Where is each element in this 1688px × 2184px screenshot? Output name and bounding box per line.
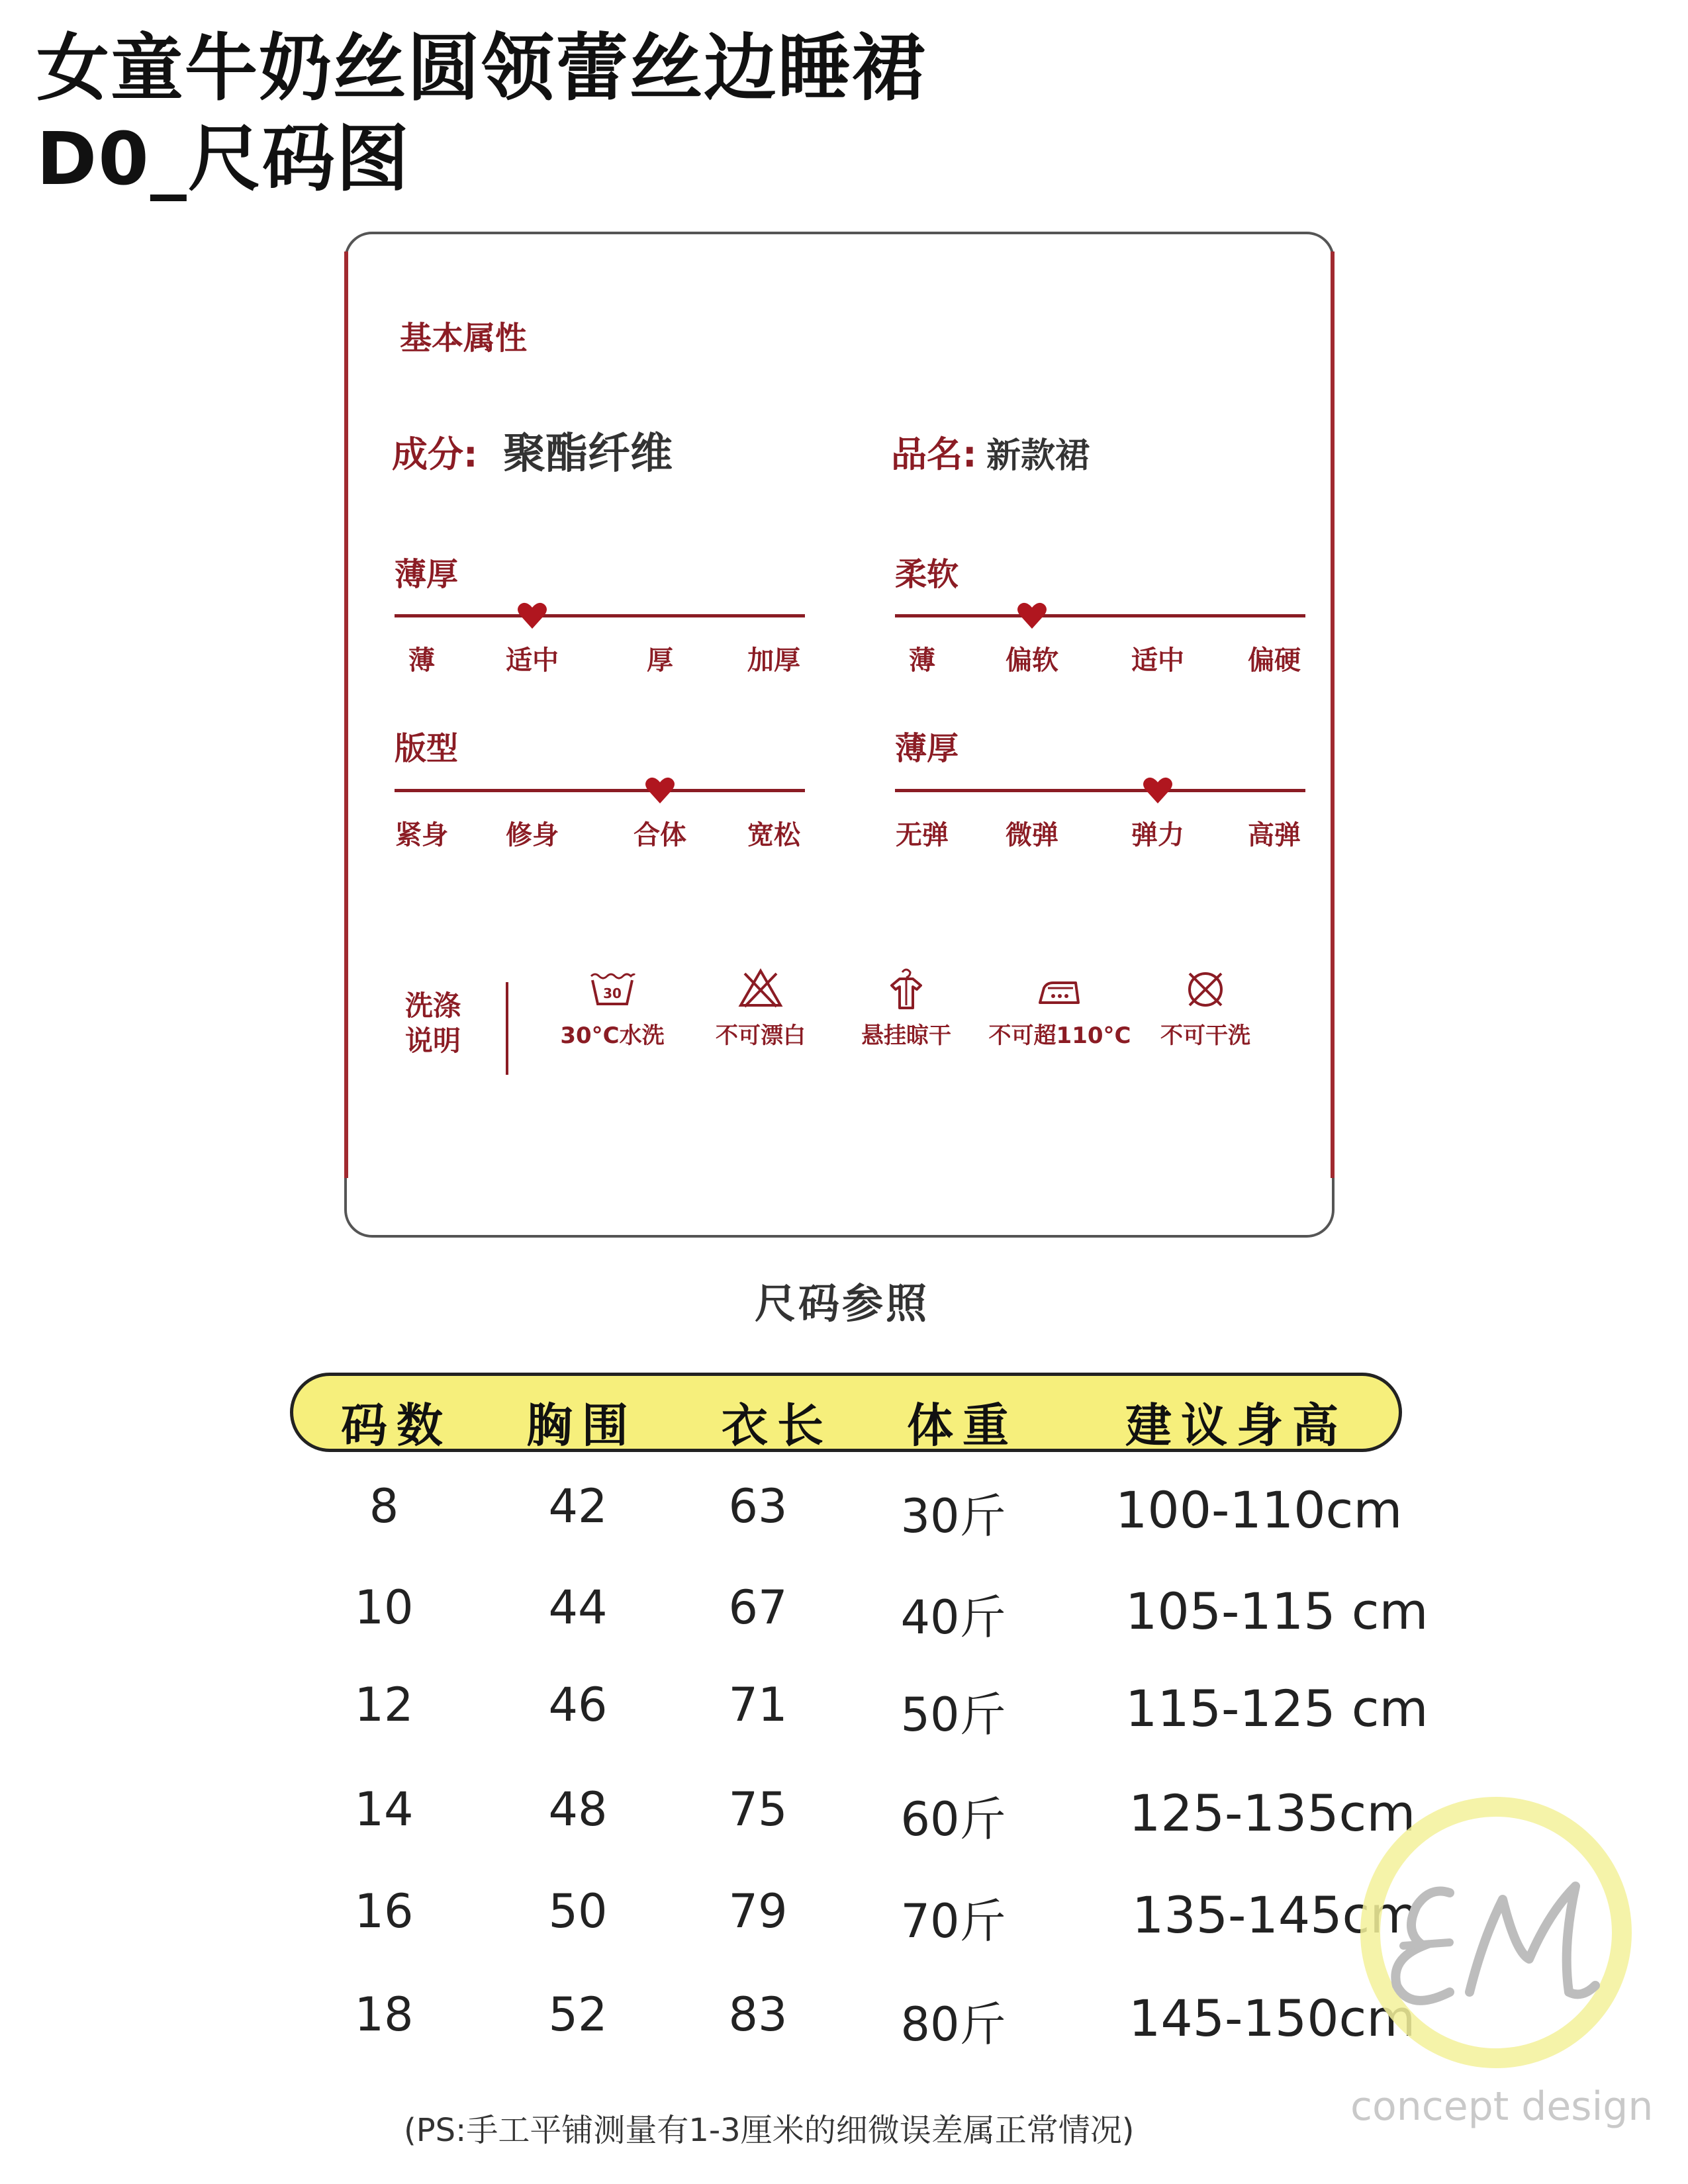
header-length: 衣长 [722, 1398, 833, 1453]
scale-fit-tick: 宽松 [747, 820, 800, 850]
composition-label: 成分: [392, 433, 478, 475]
header-height: 建议身高 [1125, 1398, 1348, 1453]
scale-elasticity-tick: 无弹 [896, 820, 949, 850]
weight-cell: 70斤 [900, 1894, 1006, 1948]
length-cell: 71 [728, 1678, 788, 1732]
height-cell: 100-110cm [1115, 1480, 1403, 1539]
weight-cell: 80斤 [900, 1997, 1006, 2052]
page-subtitle: D0_尺码图 [36, 116, 410, 201]
heart-icon [1016, 601, 1048, 630]
scale-softness-track [895, 614, 1305, 617]
length-cell: 67 [728, 1580, 788, 1635]
care-item [1123, 966, 1288, 1050]
bust-cell: 42 [548, 1479, 608, 1533]
scale-thickness-marker [516, 601, 548, 633]
weight-cell: 30斤 [900, 1489, 1006, 1543]
heart-icon [644, 776, 676, 805]
care-title [405, 989, 461, 1058]
page-title: 女童牛奶丝圆领蕾丝边睡裙 [36, 26, 926, 111]
composition-value: 聚酯纤维 [503, 430, 673, 478]
scale-fit-track [395, 789, 805, 792]
section-title: 基本属性 [400, 320, 528, 357]
size-cell: 18 [354, 1987, 414, 2042]
iron-110-icon [1033, 966, 1086, 1012]
care-label: 悬挂晾干 [861, 1023, 951, 1049]
height-cell: 125-135cm [1129, 1784, 1416, 1843]
scale-softness-tick: 偏软 [1006, 645, 1058, 676]
size-cell: 8 [369, 1479, 399, 1533]
care-label: 不可漂白 [716, 1023, 806, 1049]
care-item [977, 966, 1143, 1050]
weight-cell: 60斤 [900, 1792, 1006, 1846]
length-cell: 75 [728, 1782, 788, 1837]
weight-cell: 50斤 [900, 1688, 1006, 1742]
scale-thickness-title: 薄厚 [395, 556, 459, 593]
header-bust: 胸围 [526, 1398, 637, 1453]
scale-softness-tick: 偏硬 [1248, 645, 1301, 676]
length-cell: 63 [728, 1479, 788, 1533]
scale-elasticity-track [895, 789, 1305, 792]
heart-icon [1142, 776, 1174, 805]
em-logo-watermark [1350, 1794, 1642, 2085]
bust-cell: 44 [548, 1580, 608, 1635]
no-dry-clean-icon [1179, 966, 1232, 1012]
ps-note: (PS:手工平铺测量有1-3厘米的细微误差属正常情况) [404, 2112, 1135, 2149]
scale-thickness-track [395, 614, 805, 617]
care-item [678, 966, 843, 1050]
card-edge-left [344, 251, 348, 1178]
size-cell: 10 [354, 1580, 414, 1635]
size-reference-title: 尺码参照 [755, 1279, 930, 1328]
scale-elasticity-tick: 微弹 [1006, 820, 1058, 850]
scale-softness-title: 柔软 [895, 556, 959, 593]
scale-fit-marker [644, 776, 676, 807]
scale-fit-title: 版型 [395, 730, 459, 767]
heart-icon [516, 601, 548, 630]
header-size: 码数 [341, 1398, 452, 1453]
care-item [823, 966, 989, 1050]
bust-cell: 46 [548, 1678, 608, 1732]
svg-text:30: 30 [603, 985, 622, 1001]
weight-cell: 40斤 [900, 1590, 1006, 1645]
scale-elasticity-tick: 高弹 [1248, 820, 1301, 850]
scale-thickness-tick: 适中 [506, 645, 559, 676]
care-item [530, 966, 695, 1050]
care-label: 不可干洗 [1160, 1023, 1250, 1049]
height-cell: 145-150cm [1129, 1989, 1416, 2048]
height-cell: 105-115 cm [1125, 1582, 1429, 1641]
attribute-card [344, 232, 1335, 1238]
care-label: 30°C水洗 [560, 1023, 665, 1049]
care-title-line2: 说明 [405, 1024, 461, 1057]
scale-fit-tick: 合体 [633, 820, 686, 850]
name-value: 新款裙 [986, 436, 1090, 476]
height-cell: 135-145cm [1132, 1886, 1419, 1944]
bust-cell: 48 [548, 1782, 608, 1837]
care-title-line1: 洗涤 [405, 989, 461, 1022]
scale-fit-tick: 紧身 [395, 820, 448, 850]
watermark-subtitle: concept design [1350, 2083, 1654, 2130]
height-cell: 115-125 cm [1125, 1679, 1429, 1738]
size-cell: 16 [354, 1884, 414, 1938]
scale-elasticity-title: 薄厚 [895, 730, 959, 767]
scale-thickness-tick: 厚 [647, 645, 673, 676]
card-edge-right [1331, 251, 1335, 1178]
scale-thickness-tick: 薄 [408, 645, 435, 676]
bust-cell: 52 [548, 1987, 608, 2042]
size-cell: 12 [354, 1678, 414, 1732]
wash-30-icon [586, 966, 639, 1012]
scale-softness-tick: 薄 [909, 645, 935, 676]
scale-elasticity-marker [1142, 776, 1174, 807]
care-divider [506, 982, 508, 1075]
scale-softness-tick: 适中 [1131, 645, 1184, 676]
no-bleach-icon [734, 966, 787, 1012]
bust-cell: 50 [548, 1884, 608, 1938]
length-cell: 79 [728, 1884, 788, 1938]
header-weight: 体重 [907, 1398, 1018, 1453]
size-cell: 14 [354, 1782, 414, 1837]
hang-dry-icon [880, 966, 933, 1012]
care-label: 不可超110°C [988, 1023, 1131, 1049]
name-label: 品名: [891, 433, 977, 475]
scale-fit-tick: 修身 [506, 820, 559, 850]
length-cell: 83 [728, 1987, 788, 2042]
scale-thickness-tick: 加厚 [747, 645, 800, 676]
scale-softness-marker [1016, 601, 1048, 633]
scale-elasticity-tick: 弹力 [1131, 820, 1184, 850]
